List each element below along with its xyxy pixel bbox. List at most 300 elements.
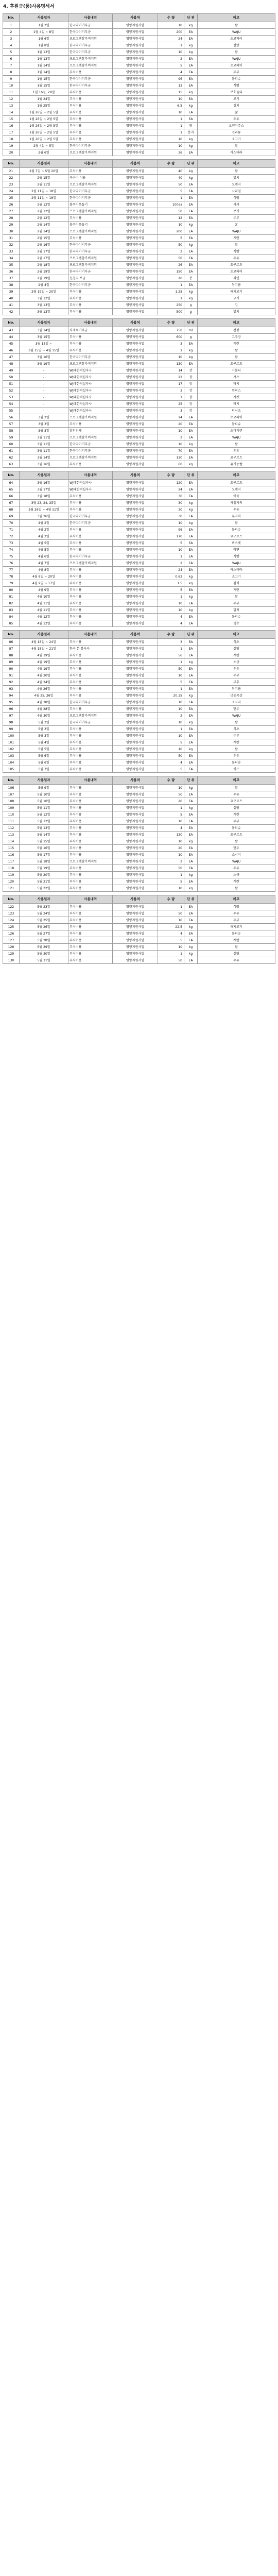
cell-note: 바지 xyxy=(198,381,275,387)
cell-unit: EA xyxy=(184,832,198,838)
column-header-no: No. xyxy=(3,895,20,904)
cell-no: 88 xyxy=(3,652,20,659)
cell-unit: EA xyxy=(184,699,198,706)
table-row xyxy=(3,785,275,791)
cell-note: 만두 xyxy=(198,845,275,852)
table-row xyxy=(3,567,275,573)
cell-note: 멸치 xyxy=(198,309,275,315)
cell-item: 부식비용 xyxy=(68,289,113,295)
cell-unit: EA xyxy=(184,361,198,367)
cell-place: 영양지원사업 xyxy=(113,607,158,614)
cell-date: 3월 3일 xyxy=(20,421,68,428)
cell-qty: 600 xyxy=(158,334,184,341)
cell-qty: 2 xyxy=(158,560,184,567)
table-row xyxy=(3,82,275,89)
cell-qty: 60 xyxy=(158,461,184,468)
table-row xyxy=(3,587,275,594)
cell-date: 2월 11일 ~ 18일 xyxy=(20,195,68,201)
cell-date: - xyxy=(20,374,68,381)
cell-place: 영양지원사업 xyxy=(113,910,158,917)
cell-place: 영양지원사업 xyxy=(113,136,158,143)
cell-date: 4월 8일 xyxy=(20,567,68,573)
cell-no: 101 xyxy=(3,739,20,746)
cell-date: 2월 17일 xyxy=(20,248,68,255)
cell-qty: 50 xyxy=(158,791,184,798)
cell-place: 영양지원사업 xyxy=(113,832,158,838)
cell-item: 부식비용 xyxy=(68,672,113,679)
cell-note: 오렌지 xyxy=(198,181,275,188)
table-row xyxy=(3,845,275,852)
cell-no: 59 xyxy=(3,434,20,441)
cell-note: 오렌지 xyxy=(198,486,275,493)
cell-qty: 22 xyxy=(158,374,184,381)
table-row xyxy=(3,811,275,818)
table-row xyxy=(3,36,275,42)
cell-place: 영양지원사업 xyxy=(113,513,158,520)
table-row xyxy=(3,798,275,805)
table-row xyxy=(3,766,275,773)
cell-place: 영양지원사업 xyxy=(113,275,158,282)
cell-note: 어묵 xyxy=(198,493,275,500)
cell-qty: 4 xyxy=(158,614,184,620)
cell-note: 요구르트 xyxy=(198,454,275,461)
cell-qty: 5 xyxy=(158,739,184,746)
cell-note: 두부 xyxy=(198,818,275,825)
cell-qty: 4 xyxy=(158,930,184,937)
table-row xyxy=(3,22,275,29)
cell-item: 프로그램참가비지원 xyxy=(68,255,113,262)
cell-qty: 50 xyxy=(158,255,184,262)
cell-note: 쌀 xyxy=(198,49,275,56)
cell-no: 118 xyxy=(3,865,20,872)
cell-qty: 4 xyxy=(158,620,184,627)
cell-qty: 50 xyxy=(158,910,184,917)
cell-qty: 70 xyxy=(158,448,184,454)
cell-place: 영양지원사업 xyxy=(113,289,158,295)
cell-qty: 130 xyxy=(158,361,184,367)
cell-no: 69 xyxy=(3,513,20,520)
table-row xyxy=(3,394,275,401)
cell-note: 우유 xyxy=(198,753,275,759)
column-header-no: No. xyxy=(3,160,20,168)
cell-no: 81 xyxy=(3,594,20,600)
cell-unit: EA xyxy=(184,195,198,201)
table-row xyxy=(3,123,275,129)
table-row xyxy=(3,401,275,408)
cell-place: 영양지원사업 xyxy=(113,791,158,798)
column-header-no: No. xyxy=(3,319,20,327)
column-header-item: 사용내역 xyxy=(68,471,113,480)
column-header-qty: 수 량 xyxy=(158,160,184,168)
table-row xyxy=(3,76,275,82)
cell-no: 96 xyxy=(3,706,20,713)
cell-no: 34 xyxy=(3,255,20,262)
cell-place: 영양지원사업 xyxy=(113,49,158,56)
cell-place: 영양지원사업 xyxy=(113,109,158,116)
cell-qty: 1 xyxy=(158,594,184,600)
cell-date: 2월 12일 xyxy=(20,215,68,222)
table-row xyxy=(3,275,275,282)
cell-place: 영양지원사업 xyxy=(113,408,158,414)
cell-place: 영양지원사업 xyxy=(113,208,158,215)
table-row xyxy=(3,607,275,614)
cell-place: 영양지원사업 xyxy=(113,937,158,944)
cell-note: 요구르트 xyxy=(198,262,275,268)
cell-unit: EA xyxy=(184,82,198,89)
cell-qty: 1 xyxy=(158,686,184,692)
cell-note: 고추장 xyxy=(198,334,275,341)
cell-item: 프로그램참가비지원 xyxy=(68,414,113,421)
cell-note: WAJU xyxy=(198,29,275,36)
cell-place: 영양지원사업 xyxy=(113,461,158,468)
cell-item: WJ대한적십자사 xyxy=(68,486,113,493)
cell-date: 5월 12일 xyxy=(20,811,68,818)
cell-place: 영양지원사업 xyxy=(113,334,158,341)
cell-no: 3 xyxy=(3,36,20,42)
cell-note: 물티슈 xyxy=(198,421,275,428)
column-header-date: 사용일자 xyxy=(20,776,68,785)
cell-unit: EA xyxy=(184,811,198,818)
cell-item: 프로그램참가비지원 xyxy=(68,181,113,188)
cell-no: 17 xyxy=(3,129,20,136)
cell-date: 4월 5일 xyxy=(20,540,68,547)
cell-note: 소금 xyxy=(198,872,275,878)
table-row xyxy=(3,302,275,309)
cell-unit: kg xyxy=(184,441,198,448)
cell-note: 쌀 xyxy=(198,22,275,29)
table-row xyxy=(3,268,275,275)
cell-unit: kg xyxy=(184,222,198,228)
cell-note: 요구르트 xyxy=(198,832,275,838)
cell-no: 75 xyxy=(3,553,20,560)
cell-place: 영양지원사업 xyxy=(113,818,158,825)
cell-item: 부식비용 xyxy=(68,805,113,811)
cell-qty: 10 xyxy=(158,607,184,614)
cell-unit: kg xyxy=(184,22,198,29)
cell-note: 초코파이 xyxy=(198,62,275,69)
cell-place: 영양지원사업 xyxy=(113,500,158,506)
table-row xyxy=(3,733,275,739)
cell-date: 5월 29일 xyxy=(20,944,68,951)
cell-item: WJ대한적십자사 xyxy=(68,381,113,387)
usage-table xyxy=(3,159,275,315)
cell-item: 부식비용 xyxy=(68,666,113,672)
cell-date: 4월 28일 xyxy=(20,706,68,713)
cell-item: 부식비용 xyxy=(68,614,113,620)
cell-unit: kg xyxy=(184,143,198,149)
cell-no: 115 xyxy=(3,845,20,852)
cell-date: 4월 7일 xyxy=(20,560,68,567)
cell-qty: 10 xyxy=(158,143,184,149)
cell-no: 89 xyxy=(3,659,20,666)
column-header-date: 사용일자 xyxy=(20,160,68,168)
cell-place: 영양지원사업 xyxy=(113,924,158,930)
cell-note: 쌀 xyxy=(198,885,275,892)
column-header-item: 사용내역 xyxy=(68,776,113,785)
table-row xyxy=(3,832,275,838)
cell-place: 영양지원사업 xyxy=(113,361,158,367)
cell-date: 5월 16일 xyxy=(20,845,68,852)
cell-date: 5월 12일 xyxy=(20,818,68,825)
cell-item: 한국다이기부금 xyxy=(68,282,113,289)
cell-note: 고기 xyxy=(198,295,275,302)
cell-note: 물티슈 xyxy=(198,527,275,533)
cell-unit: kg xyxy=(184,872,198,878)
cell-no: 125 xyxy=(3,924,20,930)
cell-qty: 24 xyxy=(158,414,184,421)
cell-date: 1월 14일 xyxy=(20,69,68,76)
cell-note: 돼지고기 xyxy=(198,924,275,930)
table-row xyxy=(3,175,275,181)
cell-place: 영양지원사업 xyxy=(113,798,158,805)
cell-place: 영양지원사업 xyxy=(113,672,158,679)
table-row xyxy=(3,746,275,753)
cell-no: 106 xyxy=(3,785,20,791)
cell-no: 84 xyxy=(3,614,20,620)
cell-item: 부식비용 xyxy=(68,639,113,646)
table-row xyxy=(3,944,275,951)
cell-note: WAJU xyxy=(198,434,275,441)
cell-qty: 1 xyxy=(158,282,184,289)
column-header-place: 사용처 xyxy=(113,895,158,904)
cell-qty: 1 xyxy=(158,951,184,957)
table-row xyxy=(3,910,275,917)
cell-item: 한국다이기부금 xyxy=(68,699,113,706)
cell-item: 한국다이기부금 xyxy=(68,76,113,82)
cell-date: 3월 16일 xyxy=(20,354,68,361)
cell-place: 영양지원사업 xyxy=(113,201,158,208)
cell-date: 4월 28일 xyxy=(20,699,68,706)
cell-no: 126 xyxy=(3,930,20,937)
cell-no: 44 xyxy=(3,334,20,341)
cell-place: 영양지원사업 xyxy=(113,42,158,49)
cell-unit: EA xyxy=(184,766,198,773)
cell-item: WJ대한적십자사 xyxy=(68,408,113,414)
column-header-place: 사용처 xyxy=(113,319,158,327)
cell-place: 영양지원사업 xyxy=(113,149,158,156)
cell-item: 부식비용 xyxy=(68,527,113,533)
cell-no: 45 xyxy=(3,341,20,347)
cell-note: 초코파이 xyxy=(198,268,275,275)
cell-place: 영양지원사업 xyxy=(113,188,158,195)
cell-unit: EA xyxy=(184,818,198,825)
cell-date: 1월 26일 ~ 2월 5일 xyxy=(20,136,68,143)
cell-no: 33 xyxy=(3,248,20,255)
cell-no: 13 xyxy=(3,103,20,109)
cell-item: 부식비용 xyxy=(68,944,113,951)
cell-item: 부식비용 xyxy=(68,607,113,614)
usage-table xyxy=(3,776,275,892)
cell-note: 쌀 xyxy=(198,441,275,448)
cell-no: 49 xyxy=(3,367,20,374)
cell-qty: 20 xyxy=(158,421,184,428)
table-row xyxy=(3,753,275,759)
cell-place: 영양지원사업 xyxy=(113,679,158,686)
cell-no: 18 xyxy=(3,136,20,143)
cell-place: 영양지원사업 xyxy=(113,553,158,560)
cell-date: 5월 25일 xyxy=(20,917,68,924)
cell-item: 한국다이기부금 xyxy=(68,188,113,195)
cell-note: WAJU xyxy=(198,713,275,719)
cell-qty: 5 xyxy=(158,188,184,195)
cell-item: 부식비용 xyxy=(68,103,113,109)
cell-qty: 1 xyxy=(158,904,184,910)
cell-qty: 17 xyxy=(158,381,184,387)
cell-unit: EA xyxy=(184,36,198,42)
cell-qty: 1 xyxy=(158,659,184,666)
cell-date: - xyxy=(20,394,68,401)
cell-item: 부식비용 xyxy=(68,878,113,885)
cell-no: 1 xyxy=(3,22,20,29)
usage-tables xyxy=(3,13,275,964)
cell-qty: 170 xyxy=(158,533,184,540)
table-row xyxy=(3,208,275,215)
cell-no: 10 xyxy=(3,82,20,89)
column-header-unit: 단 위 xyxy=(184,471,198,480)
cell-qty: 10 xyxy=(158,428,184,434)
table-row xyxy=(3,500,275,506)
cell-date: - xyxy=(20,401,68,408)
table-header-row xyxy=(3,895,275,904)
cell-date: 4월 25, 26일 xyxy=(20,692,68,699)
cell-unit: EA xyxy=(184,739,198,746)
cell-place: 영양지원사업 xyxy=(113,594,158,600)
cell-qty: 22.5 xyxy=(158,924,184,930)
cell-unit: EA xyxy=(184,759,198,766)
cell-unit: EA xyxy=(184,181,198,188)
cell-qty: 20 xyxy=(158,845,184,852)
cell-unit: EA xyxy=(184,614,198,620)
table-row xyxy=(3,374,275,381)
cell-item: 프로그램참가비지원 xyxy=(68,36,113,42)
page-title: 4. 후원금(품)사용명세서 xyxy=(3,4,55,9)
cell-note: 치즈 xyxy=(198,766,275,773)
cell-qty: 10 xyxy=(158,699,184,706)
cell-qty: 4 xyxy=(158,69,184,76)
cell-date: 1월 26일 ~ 2월 5일 xyxy=(20,116,68,123)
cell-item: 한국다이기부금 xyxy=(68,448,113,454)
cell-qty: 10 xyxy=(158,944,184,951)
cell-no: 128 xyxy=(3,944,20,951)
cell-unit: EA xyxy=(184,547,198,553)
cell-unit: kg xyxy=(184,347,198,354)
cell-place: 영양지원사업 xyxy=(113,692,158,699)
cell-item: 프로그램참가비지원 xyxy=(68,434,113,441)
cell-place: 영양지원사업 xyxy=(113,540,158,547)
cell-unit: EA xyxy=(184,798,198,805)
cell-date: 4월 24일 xyxy=(20,679,68,686)
cell-place: 영양지원사업 xyxy=(113,242,158,248)
table-row xyxy=(3,679,275,686)
cell-qty: 130 xyxy=(158,832,184,838)
cell-unit: EA xyxy=(184,188,198,195)
cell-no: 113 xyxy=(3,832,20,838)
cell-no: 46 xyxy=(3,347,20,354)
cell-no: 112 xyxy=(3,825,20,832)
cell-note: 계란 xyxy=(198,739,275,746)
table-row xyxy=(3,181,275,188)
cell-note: 멸치 xyxy=(198,607,275,614)
cell-date: 5월 30일 xyxy=(20,951,68,957)
cell-no: 2 xyxy=(3,29,20,36)
cell-date: 4월 10일 xyxy=(20,594,68,600)
cell-date: 2월 4일 ~ 5일 xyxy=(20,143,68,149)
cell-qty: 200 xyxy=(158,228,184,235)
cell-unit: EA xyxy=(184,282,198,289)
cell-no: 11 xyxy=(3,89,20,96)
cell-no: 73 xyxy=(3,540,20,547)
cell-note: 소시지 xyxy=(198,699,275,706)
cell-note: 참기름 xyxy=(198,686,275,692)
cell-note: 쌀 xyxy=(198,944,275,951)
cell-place: 영양지원사업 xyxy=(113,520,158,527)
cell-no: 26 xyxy=(3,201,20,208)
cell-qty: 20 xyxy=(158,798,184,805)
cell-item: 부식비용 xyxy=(68,692,113,699)
cell-place: 영양지원사업 xyxy=(113,215,158,222)
cell-no: 7 xyxy=(3,62,20,69)
table-row xyxy=(3,215,275,222)
cell-item: 프로그램참가비지원 xyxy=(68,62,113,69)
cell-item: 부식비용 xyxy=(68,798,113,805)
cell-unit: 봉지 xyxy=(184,129,198,136)
cell-unit: EA xyxy=(184,268,198,275)
cell-unit: EA xyxy=(184,679,198,686)
cell-place: 영양지원사업 xyxy=(113,448,158,454)
cell-note: 쌀 xyxy=(198,347,275,354)
cell-place: 영양지원사업 xyxy=(113,567,158,573)
cell-unit: kg xyxy=(184,42,198,49)
cell-date: 1월 16일, 28일 xyxy=(20,89,68,96)
cell-no: 56 xyxy=(3,414,20,421)
cell-unit: EA xyxy=(184,553,198,560)
table-row xyxy=(3,872,275,878)
cell-unit: EA xyxy=(184,666,198,672)
cell-no: 80 xyxy=(3,587,20,594)
cell-place: 영양지원사업 xyxy=(113,36,158,42)
cell-date: 3월 11일 xyxy=(20,448,68,454)
cell-place: 영양지원사업 xyxy=(113,248,158,255)
table-row xyxy=(3,408,275,414)
cell-note: 계란 xyxy=(198,811,275,818)
cell-item: 부식비용 xyxy=(68,686,113,692)
column-header-date: 사용일자 xyxy=(20,471,68,480)
cell-item: 부식비용 xyxy=(68,96,113,103)
cell-note: 물티슈 xyxy=(198,825,275,832)
cell-unit: EA xyxy=(184,56,198,62)
cell-item: 한국다이기부금 xyxy=(68,441,113,448)
cell-date: 2월 16일 xyxy=(20,242,68,248)
cell-qty: 10 xyxy=(158,838,184,845)
cell-place: 영양지원사업 xyxy=(113,29,158,36)
cell-item: 한국다이기부금 xyxy=(68,22,113,29)
table-row xyxy=(3,195,275,201)
cell-note: 소고기 xyxy=(198,573,275,580)
cell-no: 93 xyxy=(3,686,20,692)
cell-item: 부식비용 xyxy=(68,580,113,587)
cell-place: 영양지원사업 xyxy=(113,560,158,567)
usage-table xyxy=(3,13,275,156)
cell-place: 영양지원사업 xyxy=(113,527,158,533)
table-row xyxy=(3,347,275,354)
cell-unit: EA xyxy=(184,421,198,428)
table-row xyxy=(3,639,275,646)
cell-no: 32 xyxy=(3,242,20,248)
cell-qty: 40 xyxy=(158,168,184,175)
cell-note: 계란 xyxy=(198,341,275,347)
cell-date: 2월 15일 xyxy=(20,175,68,181)
cell-date: 2월 12일 xyxy=(20,208,68,215)
